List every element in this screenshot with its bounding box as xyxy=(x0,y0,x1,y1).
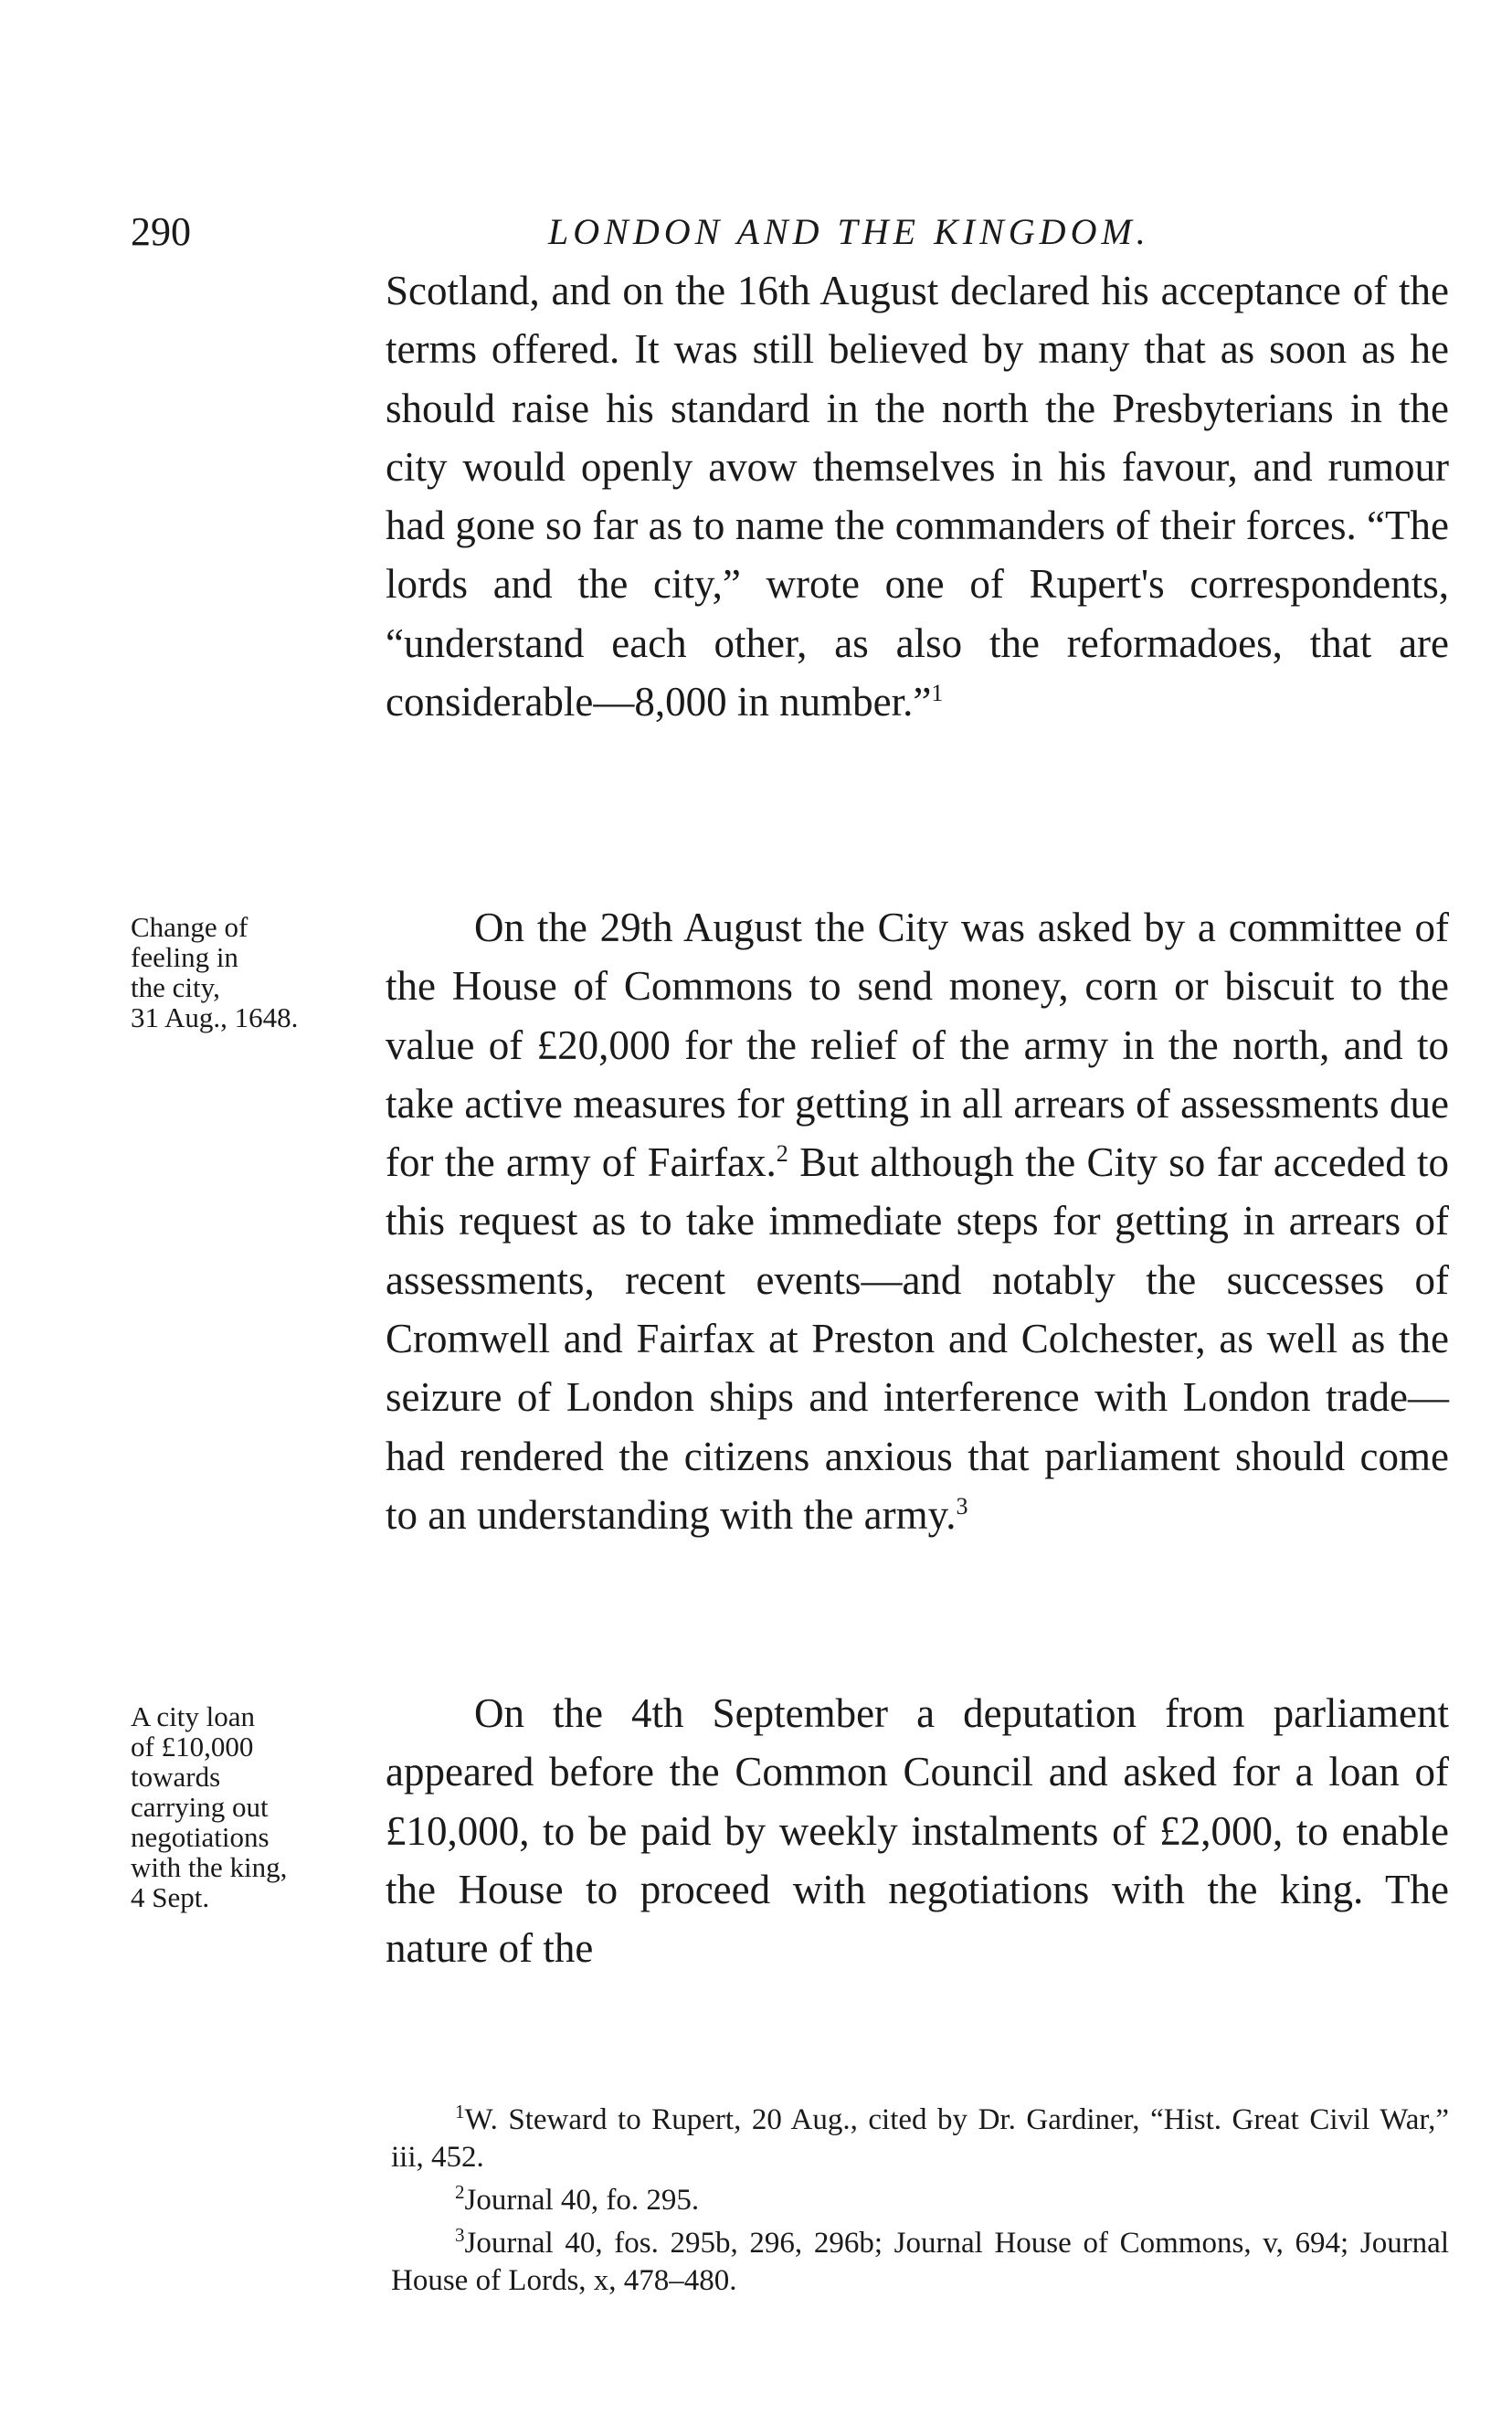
footnote-reference[interactable]: 2 xyxy=(776,1140,788,1168)
footnote-mark: 2 xyxy=(455,2181,465,2203)
footnote xyxy=(391,2182,1449,2219)
sidenote-line: with the king, xyxy=(131,1851,288,1883)
page-number: 290 xyxy=(131,209,191,254)
sidenote-line: towards xyxy=(131,1761,221,1793)
sidenote-line: negotiations xyxy=(131,1821,270,1853)
paragraph: On the 4th September a deputation from parliament appeared before the Common Council and asked for a loan of £10,000, to be paid by weekly instalments of £2,000, to enable the House to proceed with negotiations with the king. The nature of the xyxy=(386,1690,1449,1972)
paragraph-text: On the 29th August the City was asked by a committee of the House of Commons to send money, corn or biscuit to the value of £20,000 for the relief of the army in the north, and to take active measures for getting in all arrears of assessments due for the army of Fairfax. xyxy=(386,905,1449,1186)
footnote xyxy=(391,2225,1449,2300)
footnote-text: W. Steward to Rupert, 20 Aug., cited by Dr. Gardiner, “Hist. Great Civil War,” iii, 452. xyxy=(391,2103,1449,2174)
footnote xyxy=(391,2102,1449,2176)
sidenote-line: feeling in xyxy=(131,941,238,973)
paragraph-text: But although the City so far acceded to this request as to take immediate steps for getting in arrears of assessments, recent events—and notably the successes of Cromwell and Fairfax at Preston and Colchester, as well as the seizure of London ships and interference with London trade—had rendered the citizens anxious that parliament should come to an understanding with the army. xyxy=(386,1139,1449,1538)
footnote-reference[interactable]: 1 xyxy=(931,680,944,707)
footnote-text: Journal 40, fos. 295b, 296, 296b; Journal House of Commons, v, 694; Journal House of Lords, x, 478–480. xyxy=(391,2227,1449,2297)
paragraph-text: Scotland, and on the 16th August declared his acceptance of the terms offered. It was still believed by many that as soon as he should raise his standard in the north the Presbyterians in the city would openly avow themselves in his favour, and rumour had gone so far as to name the commanders of their forces. “The lords and the city,” wrote one of Rupert's correspondents, “understand each other, as also the reformadoes, that are considerable—8,000 in number.” xyxy=(386,268,1449,725)
running-title: LONDON AND THE KINGDOM. xyxy=(548,211,1150,252)
sidenote-line: 31 Aug., 1648. xyxy=(131,1001,299,1033)
footnote-reference[interactable]: 3 xyxy=(956,1492,968,1519)
paragraph xyxy=(386,898,1449,1544)
footnote-text: Journal 40, fo. 295. xyxy=(464,2184,700,2217)
paragraph xyxy=(386,261,1449,731)
sidenote-line: the city, xyxy=(131,971,220,1003)
sidenote-line: 4 Sept. xyxy=(131,1881,210,1913)
sidenote-change-of-feeling xyxy=(131,912,377,1032)
body-text-block-3 xyxy=(386,1684,1449,1977)
body-text-block-2 xyxy=(386,898,1449,1544)
sidenote-city-loan xyxy=(131,1701,377,1912)
footnotes xyxy=(391,2102,1449,2305)
sidenote-line: of £10,000 xyxy=(131,1731,254,1763)
sidenote-line: carrying out xyxy=(131,1791,269,1823)
footnote-mark: 1 xyxy=(455,2101,465,2123)
sidenote-line: A city loan xyxy=(131,1700,256,1732)
sidenote-line: Change of xyxy=(131,911,248,943)
body-text-block-1 xyxy=(386,261,1449,731)
footnote-mark: 3 xyxy=(455,2224,465,2246)
